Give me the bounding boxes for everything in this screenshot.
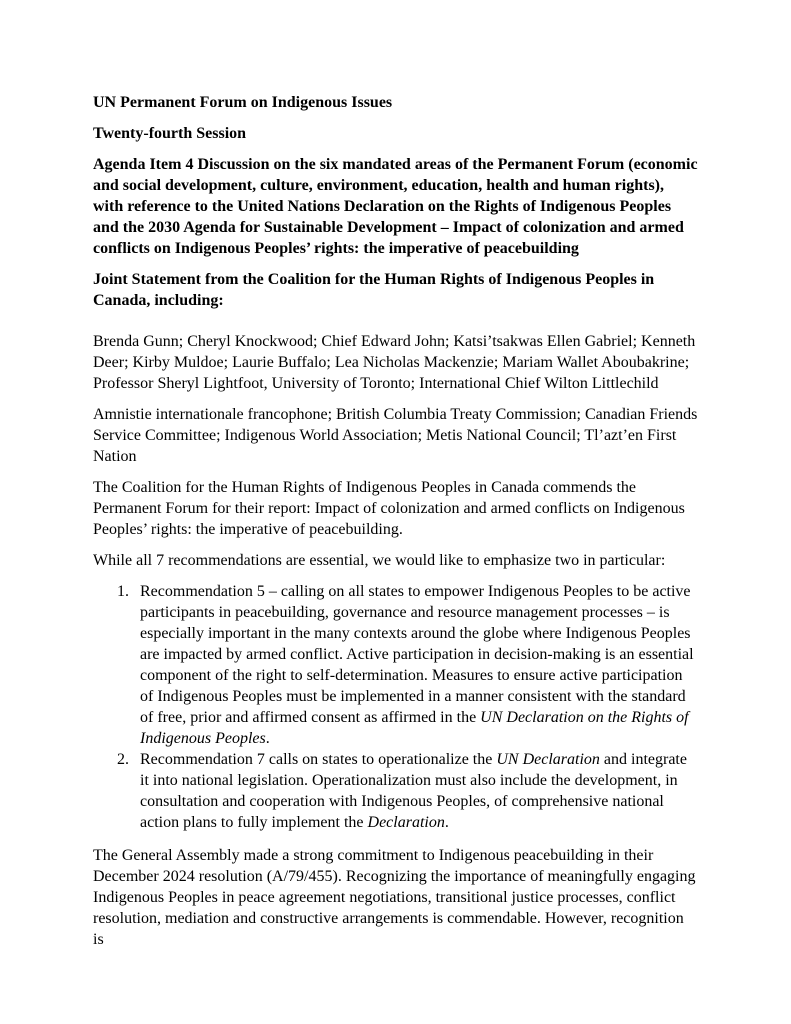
organization-signatories-paragraph: Amnistie internationale francophone; British Columbia Treaty Commission; Canadian Friends Service Committee; Indigenous World Association; Metis National Council; Tl’azt’en First Nation [93, 406, 698, 465]
commendation-paragraph: The Coalition for the Human Rights of Indigenous Peoples in Canada commends the Permanent Forum for their report: Impact of colonization and armed conflicts on Indigenous Peoples’ rights: the imperative of peacebuilding. [93, 479, 685, 538]
recommendations-intro-paragraph: While all 7 recommendations are essential, we would like to emphasize two in particular: [93, 552, 666, 569]
doc-title-heading: UN Permanent Forum on Indigenous Issues [93, 94, 393, 111]
list-item-number: 1. [117, 583, 129, 600]
list-item-text: Recommendation 5 – calling on all states to empower Indigenous Peoples to be active participants in peacebuilding, governance and resource management processes – is especially important in the many contexts around the globe where Indigenous Peoples are impacted by armed conflict. Active participation in decision-making is an essential component of the right to self-determination. Measures to ensure active participation of Indigenous Peoples must be implemented in a manner consistent with the standard of free, prior and affirmed consent as affirmed in the UN Declaration on the Rights of Indigenous Peoples. [140, 583, 694, 747]
list-item-number: 2. [117, 751, 129, 768]
joint-statement-heading: Joint Statement from the Coalition for the Human Rights of Indigenous Peoples in Canada, including: [93, 271, 655, 309]
general-assembly-paragraph: The General Assembly made a strong commitment to Indigenous peacebuilding in their December 2024 resolution (A/79/455). Recognizing the importance of meaningfully engaging Indigenous Peoples in peace agreement negotiations, transitional justice processes, conflict resolution, mediation and constructive arrangements is commendable. However, recognition is [93, 847, 696, 948]
recommendations-list [93, 581, 698, 833]
session-heading: Twenty-fourth Session [93, 125, 247, 142]
recommendation-item-1 [93, 581, 698, 749]
list-item-text: Recommendation 7 calls on states to operationalize the UN Declaration and integrate it into national legislation. Operationalization must also include the development, in consultation and cooperation with Indigenous Peoples, of comprehensive national action plans to fully implement the Declaration. [140, 751, 687, 831]
individual-signatories-paragraph: Brenda Gunn; Cheryl Knockwood; Chief Edward John; Katsi’tsakwas Ellen Gabriel; Kenneth Deer; Kirby Muldoe; Laurie Buffalo; Lea Nicholas Mackenzie; Mariam Wallet Aboubakrine; Professor Sheryl Lightfoot, University of Toronto; International Chief Wilton Littlechild [93, 333, 696, 392]
recommendation-item-2 [93, 749, 698, 833]
agenda-item-heading: Agenda Item 4 Discussion on the six mandated areas of the Permanent Forum (economic and social development, culture, environment, education, health and human rights), with reference to the United Nations Declaration on the Rights of Indigenous Peoples and the 2030 Agenda for Sustainable Development – Impact of colonization and armed conflicts on Indigenous Peoples’ rights: the imperative of peacebuilding [93, 156, 698, 257]
